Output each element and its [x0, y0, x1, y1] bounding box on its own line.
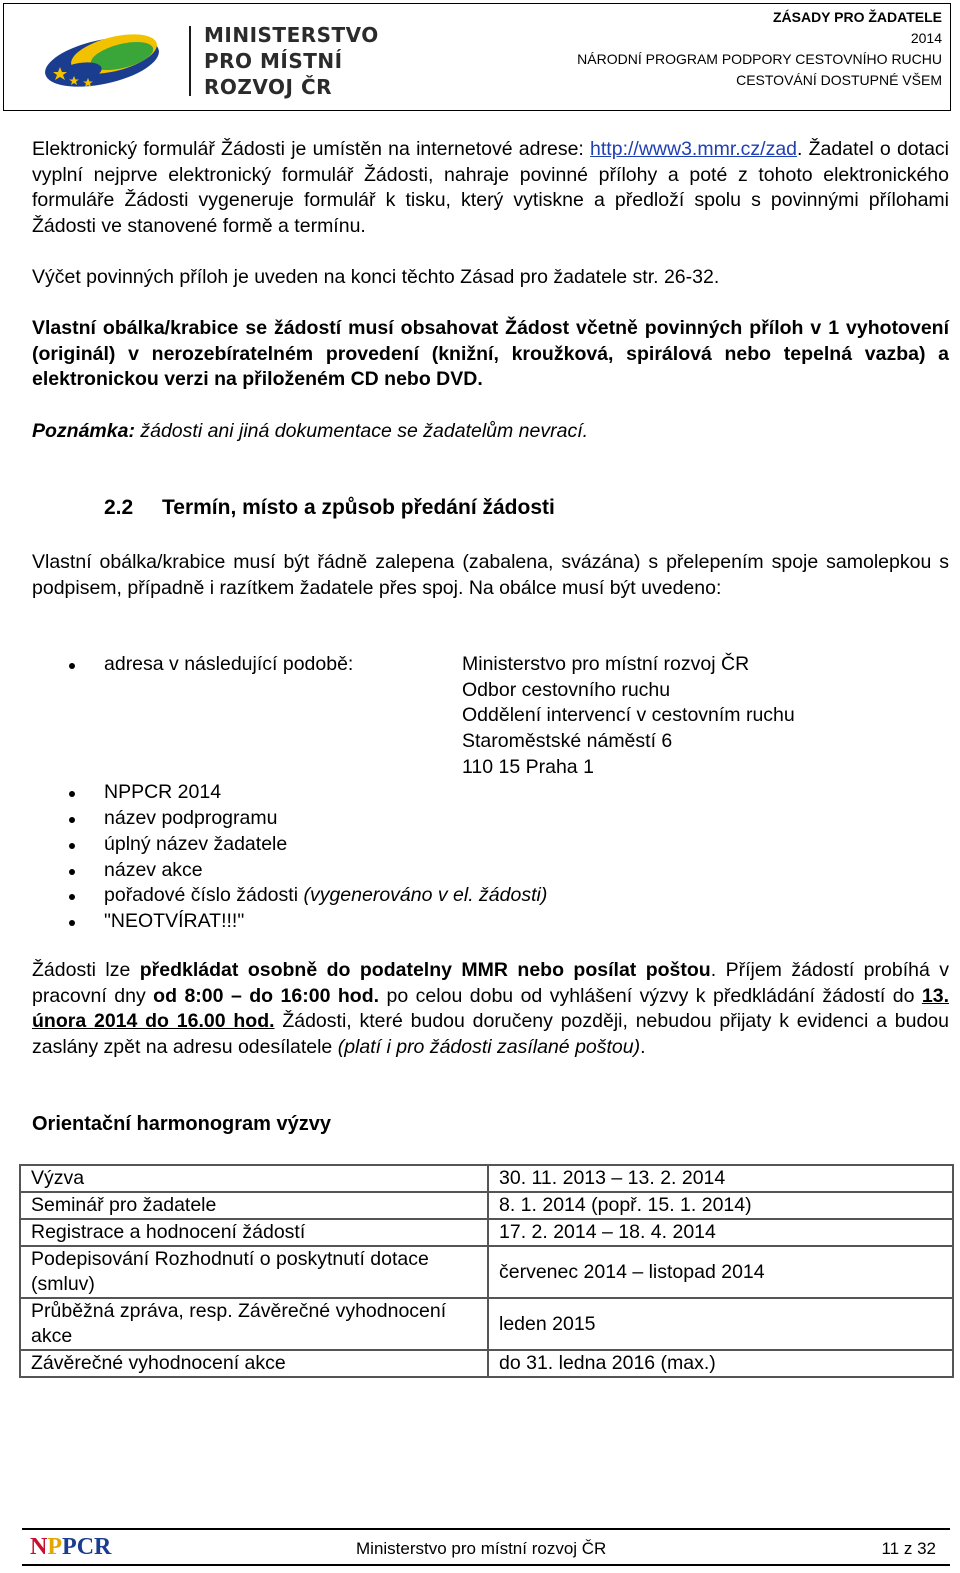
note-paragraph — [32, 419, 949, 445]
bullet-icon — [69, 894, 75, 900]
table-cell: leden 2015 — [488, 1298, 953, 1350]
bullet-text: úplný název žadatele — [104, 832, 288, 855]
bullet-icon — [69, 817, 75, 823]
logo-line-1: MINISTERSTVO — [204, 23, 379, 47]
logo-line-3: ROZVOJ ČR — [204, 75, 333, 99]
header-info — [577, 7, 942, 91]
envelope-requirements-list — [32, 652, 949, 935]
table-cell: 8. 1. 2014 (popř. 15. 1. 2014) — [488, 1192, 953, 1219]
list-item — [32, 806, 949, 832]
address-row — [32, 729, 949, 755]
address-row — [32, 703, 949, 729]
table-cell: Průběžná zpráva, resp. Závěrečné vyhodnocení akce — [20, 1298, 488, 1350]
bullet-order-text: pořadové číslo žádosti — [104, 884, 304, 907]
form-url-link[interactable]: http://www3.mmr.cz/zad — [590, 138, 798, 160]
list-item — [32, 858, 949, 884]
bullet-icon — [69, 920, 75, 926]
intro-paragraph — [32, 137, 949, 240]
program-name: NÁRODNÍ PROGRAM PODPORY CESTOVNÍHO RUCHU — [577, 51, 942, 67]
ministry-emblem-icon — [40, 20, 180, 100]
subprogram-name: CESTOVÁNÍ DOSTUPNÉ VŠEM — [736, 72, 942, 88]
bullet-icon — [69, 843, 75, 849]
doc-year: 2014 — [910, 30, 942, 46]
logo-line-2: PRO MÍSTNÍ — [204, 49, 343, 73]
envelope-contents-paragraph: Vlastní obálka/krabice se žádostí musí obsahovat Žádost včetně povinných příloh v 1 vyhotovení (originál) v nerozebíratelném provedení (knižní, kroužková, spirálová nebo tepelná vazba) a elektronickou verzi na přiloženém CD nebo DVD. — [32, 317, 949, 391]
bullet-order-italic: (vygenerováno v el. žádosti) — [303, 884, 548, 907]
ministry-logo — [40, 20, 379, 100]
bullet-icon — [69, 869, 75, 875]
bullet-icon — [69, 663, 75, 669]
bullet-text: "NEOTVÍRAT!!!" — [104, 909, 245, 932]
logo-divider — [189, 26, 191, 96]
address-line: Oddělení intervencí v cestovním ruchu — [462, 704, 795, 727]
page-number: 11 z 32 — [881, 1539, 936, 1558]
submission-text: po celou dobu od vyhlášení výzvy k předkládání žádostí do — [379, 984, 922, 1007]
section-title: Termín, místo a způsob předání žádosti — [162, 496, 555, 519]
submission-text: . — [640, 1036, 646, 1059]
address-line: Staroměstské náměstí 6 — [462, 730, 673, 753]
schedule-table — [19, 1164, 954, 1378]
bullet-text: NPPCR 2014 — [104, 781, 222, 804]
envelope-paragraph: Vlastní obálka/krabice musí být řádně zalepena (zabalena, svázána) s přelepením spoje samolepkou s podpisem, případně i razítkem žadatele přes spoj. Na obálce musí být uvedeno: — [32, 551, 949, 599]
address-row — [32, 678, 949, 704]
list-item — [32, 652, 949, 678]
page-header — [3, 3, 951, 111]
ministry-name — [204, 22, 379, 100]
note-label: Poznámka: — [32, 420, 135, 442]
submission-paragraph — [32, 958, 949, 1061]
table-cell: 30. 11. 2013 – 13. 2. 2014 — [488, 1165, 953, 1192]
submission-text: . Příjem žádostí probíhá v pracovní dny — [32, 959, 950, 1007]
section-number: 2.2 — [104, 496, 134, 519]
submission-text: Žádosti lze — [32, 959, 140, 981]
submission-bold: předkládat osobně do podatelny MMR nebo posílat poštou — [139, 959, 711, 981]
bullet-icon — [69, 791, 75, 797]
table-row — [20, 1350, 953, 1377]
table-cell: 17. 2. 2014 – 18. 4. 2014 — [488, 1219, 953, 1246]
bullet-text — [104, 883, 547, 909]
address-row — [32, 755, 949, 781]
bullet-text: název podprogramu — [104, 807, 278, 830]
table-cell: Seminář pro žadatele — [20, 1192, 488, 1219]
deadline: 13. února 2014 do 16.00 hod. — [32, 984, 949, 1033]
submission-italic: (platí i pro žádosti zasílané poštou) — [337, 1036, 641, 1059]
list-item — [32, 780, 949, 806]
intro-text-rest: . Žadatel o dotaci vyplní nejprve elektronický formulář Žádosti, nahraje povinné přílohy a poté z tohoto elektronického formuláře Žádosti vygeneruje formulář k tisku, který vytiskne a předloží spolu s povinnými přílohami Žádosti ve stanovené formě a termínu. — [32, 138, 949, 238]
nppcr-logo — [30, 1534, 111, 1561]
list-item — [32, 832, 949, 858]
list-item — [32, 883, 949, 909]
table-row — [20, 1246, 953, 1298]
table-cell: Závěrečné vyhodnocení akce — [20, 1350, 488, 1377]
nppcr-logo-text: NPPCR — [30, 1534, 112, 1560]
address-line: Odbor cestovního ruchu — [462, 678, 671, 701]
table-row — [20, 1298, 953, 1350]
submission-text: Žádosti, které budou doručeny později, nebudou přijaty k evidenci a budou zaslány zpět na adresu odesílatele — [32, 1010, 949, 1059]
table-cell: červenec 2014 – listopad 2014 — [488, 1246, 953, 1298]
table-row — [20, 1165, 953, 1192]
office-hours: od 8:00 – do 16:00 hod. — [153, 984, 380, 1007]
table-cell: Registrace a hodnocení žádostí — [20, 1219, 488, 1246]
schedule-title: Orientační harmonogram výzvy — [32, 1113, 331, 1135]
table-cell: do 31. ledna 2016 (max.) — [488, 1350, 953, 1377]
section-heading — [104, 496, 555, 520]
note-text: žádosti ani jiná dokumentace se žadatelům nevrací. — [134, 420, 589, 442]
address-label: adresa v následující podobě: — [104, 653, 354, 675]
table-cell: Podepisování Rozhodnutí o poskytnutí dotace (smluv) — [20, 1246, 488, 1298]
bullet-text: název akce — [104, 858, 203, 881]
table-cell: Výzva — [20, 1165, 488, 1192]
footer-ministry: Ministerstvo pro místní rozvoj ČR — [356, 1539, 607, 1558]
doc-title: ZÁSADY PRO ŽADATELE — [772, 9, 942, 25]
intro-text: Elektronický formulář Žádosti je umístěn na internetové adrese: — [32, 138, 584, 160]
address-line: 110 15 Praha 1 — [462, 755, 594, 778]
address-line: Ministerstvo pro místní rozvoj ČR — [462, 653, 750, 675]
list-item — [32, 909, 949, 935]
table-row — [20, 1219, 953, 1246]
attachments-paragraph: Výčet povinných příloh je uveden na konci těchto Zásad pro žadatele str. 26-32. — [32, 266, 720, 288]
page-footer — [22, 1528, 950, 1566]
table-row — [20, 1192, 953, 1219]
